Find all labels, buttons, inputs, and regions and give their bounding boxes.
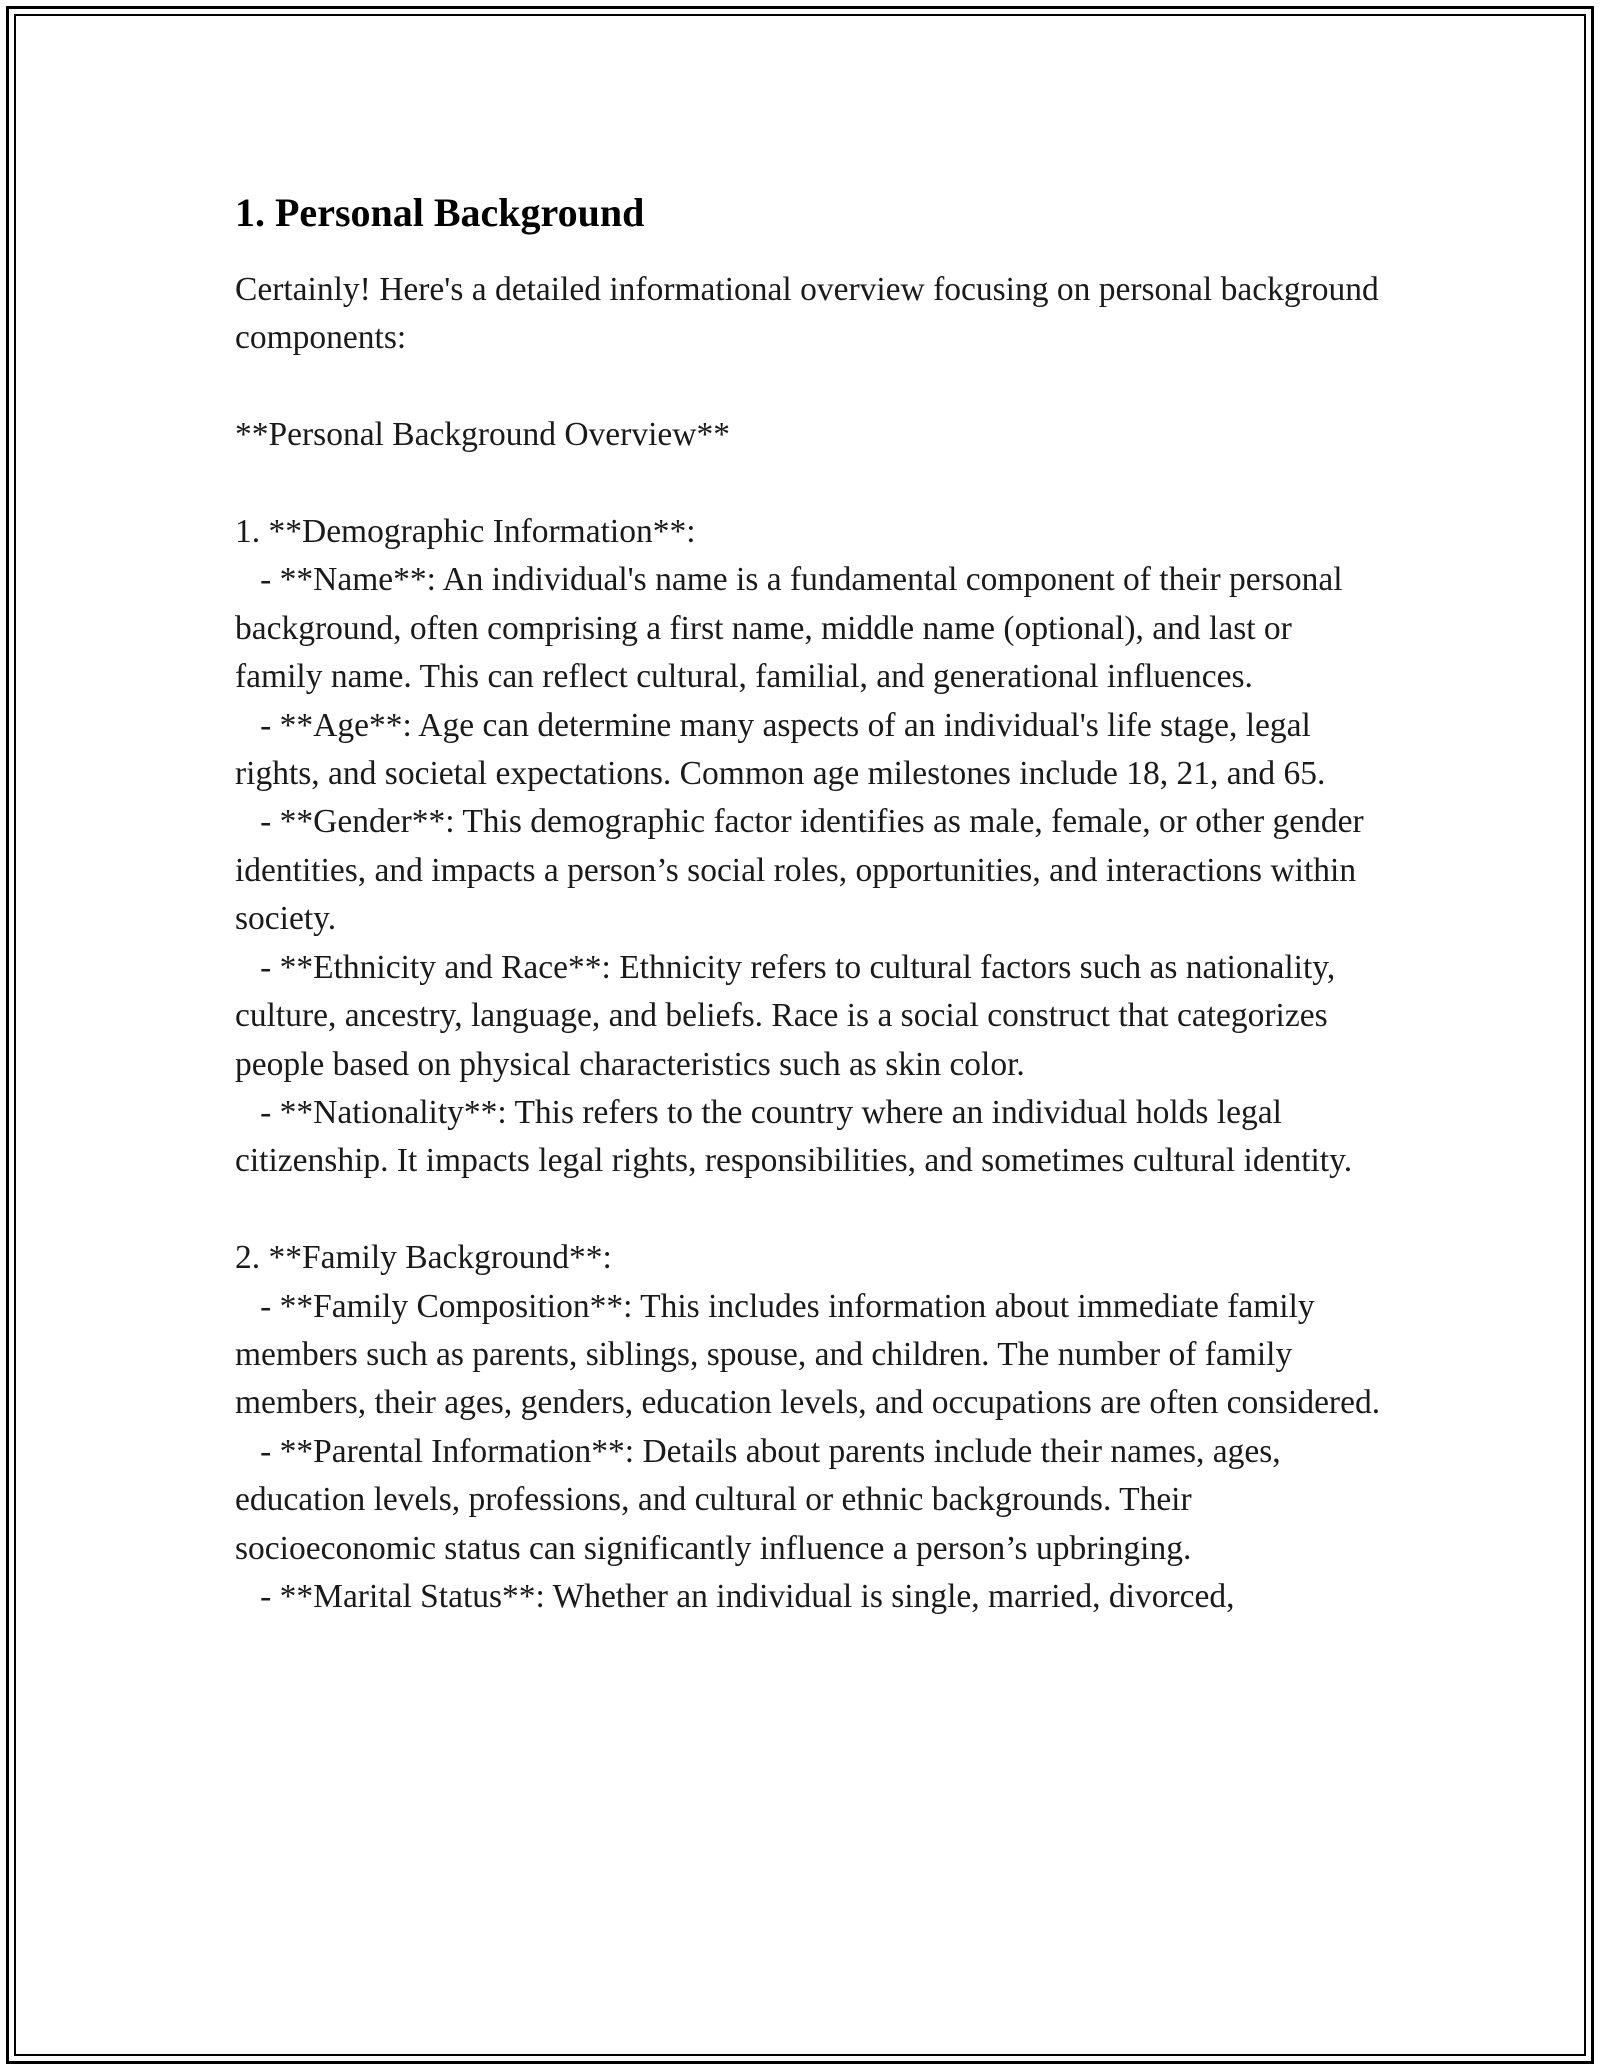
list-item-ethnicity: - **Ethnicity and Race**: Ethnicity refers to cultural factors such as nationality, culture, ancestry, language, and beliefs. Race is a social construct that categorizes people based on physical characteristics such as skin color. <box>235 948 1344 1083</box>
list-item-age: - **Age**: Age can determine many aspects of an individual's life stage, legal rights, and societal expectations. Common age milestones include 18, 21, and 65. <box>235 706 1326 793</box>
document-body <box>235 184 1388 1621</box>
list-item-nationality: - **Nationality**: This refers to the country where an individual holds legal citizenship. It impacts legal rights, responsibilities, and sometimes cultural identity. <box>235 1093 1353 1180</box>
section-heading-demographic: 1. **Demographic Information**: <box>235 513 696 551</box>
section-heading-family: 2. **Family Background**: <box>235 1239 612 1277</box>
document-title: 1. Personal Background <box>235 190 645 235</box>
blank-line <box>235 460 1385 508</box>
list-item-name: - **Name**: An individual's name is a fundamental component of their personal background, often comprising a first name, middle name (optional), and last or family name. This can reflect cultural, familial, and generational influences. <box>235 561 1351 696</box>
blank-line <box>235 363 1385 411</box>
paragraph-intro: Certainly! Here's a detailed informational overview focusing on personal background components: <box>235 271 1388 357</box>
list-item-parental-information: - **Parental Information**: Details about parents include their names, ages, education levels, professions, and cultural or ethnic backgrounds. Their socioeconomic status can significantly influence a person’s upbringing. <box>235 1432 1290 1567</box>
overview-heading: **Personal Background Overview** <box>235 416 730 454</box>
list-item-marital-status: - **Marital Status**: Whether an individual is single, married, divorced, <box>235 1577 1235 1615</box>
list-item-family-composition: - **Family Composition**: This includes information about immediate family members such as parents, siblings, spouse, and children. The number of family members, their ages, genders, education levels, and occupations are often considered. <box>235 1287 1381 1422</box>
list-item-gender: - **Gender**: This demographic factor identifies as male, female, or other gender identities, and impacts a person’s social roles, opportunities, and interactions within society. <box>235 803 1373 938</box>
blank-line <box>235 1186 1385 1234</box>
